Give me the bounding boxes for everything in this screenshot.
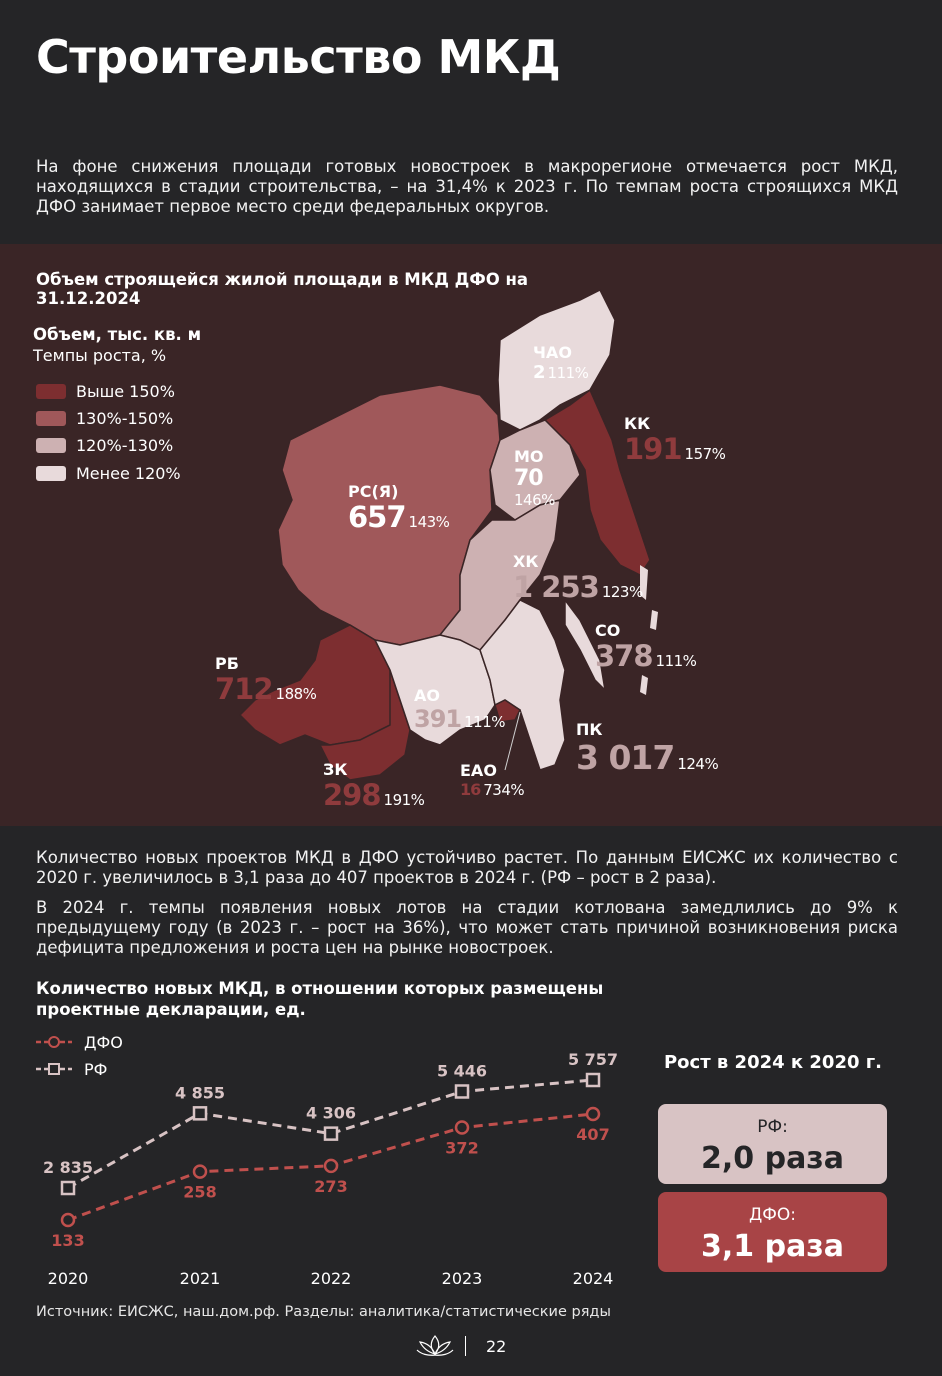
region-code: РС(Я): [348, 482, 399, 501]
x-tick-label: 2021: [179, 1269, 221, 1288]
legend-label: ДФО: [84, 1033, 123, 1052]
region-growth: 157%: [684, 445, 726, 463]
region-value: 1 253: [513, 570, 599, 604]
region-code: ПК: [576, 720, 603, 739]
region-growth: 123%: [601, 583, 643, 601]
rf-growth-label: РФ:: [757, 1117, 788, 1137]
data-label: 4 306: [305, 1103, 357, 1123]
intro-paragraph: На фоне снижения площади готовых новостроек в макрорегионе отмечается рост МКД, находящихся в стадии строительства, – на 31,4% к 2023 г. По темпам роста строящихся МКД ДФО занимает первое место среди федеральных округов.: [36, 157, 898, 216]
map-title: Объем строящейся жилой площади в МКД ДФО на 31.12.2024: [36, 270, 528, 308]
data-point: [194, 1107, 206, 1119]
region-label-rb: [215, 656, 316, 704]
data-label: 372: [445, 1138, 479, 1158]
legend-swatch: [36, 438, 66, 453]
data-point: [62, 1182, 74, 1194]
rf-growth-box: [658, 1104, 887, 1184]
region-growth: 188%: [275, 685, 317, 703]
page-title: Строительство МКД: [36, 30, 561, 84]
region-growth: 111%: [464, 713, 505, 731]
data-point: [587, 1108, 599, 1120]
region-code: РБ: [215, 654, 239, 673]
region-label-pk: [576, 720, 719, 777]
legend-volume-header: Объем, тыс. кв. м: [33, 325, 202, 344]
dfo-growth-label: ДФО:: [748, 1205, 797, 1225]
legend-swatch: [36, 466, 66, 481]
legend-growth-header: Темпы роста, %: [33, 346, 167, 365]
x-tick-label: 2020: [47, 1269, 89, 1288]
legend-swatch: [36, 411, 66, 426]
dfo-growth-value: 3,1 раза: [701, 1229, 844, 1264]
region-growth: 124%: [677, 755, 719, 773]
region-value: 298: [323, 778, 381, 812]
x-tick-label: 2022: [310, 1269, 352, 1288]
data-point: [587, 1074, 599, 1086]
region-value: 191: [624, 432, 682, 466]
data-point: [456, 1122, 468, 1134]
legend-item: [36, 410, 173, 430]
legend-swatch: [36, 384, 66, 399]
region-label-chao: [533, 345, 588, 382]
data-point: [456, 1085, 468, 1097]
region-label-zk: [323, 762, 424, 810]
legend-label: 120%-130%: [76, 436, 174, 455]
region-code: КК: [624, 414, 651, 433]
legend-item: [36, 383, 175, 403]
region-label-so: [595, 623, 696, 671]
region-code: СО: [595, 621, 621, 640]
page-number: 22: [486, 1337, 507, 1356]
region-growth: 146%: [514, 491, 555, 509]
rf-growth-value: 2,0 раза: [701, 1141, 844, 1176]
data-label: 5 757: [567, 1050, 619, 1069]
region-code: ЕАО: [460, 761, 497, 780]
footer-divider: [465, 1336, 466, 1356]
lots-paragraph: В 2024 г. темпы появления новых лотов на стадии котлована замедлились до 9% к предыдущему году (в 2023 г. – рост на 36%), что может стать причиной возникновения риска дефицита предложения и роста цен на рынке новостроек.: [36, 898, 898, 957]
dfo-growth-box: [658, 1192, 887, 1272]
region-value: 3 017: [576, 738, 675, 777]
x-tick-label: 2023: [441, 1269, 483, 1288]
region-code: МО: [514, 447, 544, 466]
data-point: [325, 1160, 337, 1172]
region-value: 70: [514, 466, 543, 491]
data-label: 4 855: [174, 1083, 226, 1103]
data-label: 2 835: [42, 1158, 94, 1177]
region-code: ХК: [513, 552, 539, 571]
region-value: 712: [215, 672, 273, 706]
data-label: 258: [183, 1182, 217, 1202]
legend-item: [36, 437, 173, 457]
region-label-hk: [513, 554, 643, 602]
x-tick-label: 2024: [572, 1269, 614, 1288]
region-value: 391: [414, 705, 462, 733]
region-growth: 143%: [408, 513, 450, 531]
data-point: [194, 1166, 206, 1178]
region-label-rsya: [348, 484, 449, 532]
lotus-logo-icon: [416, 1334, 454, 1358]
data-point: [62, 1214, 74, 1226]
region-label-eao: [460, 763, 524, 798]
region-value: 657: [348, 500, 406, 534]
region-value: 2: [533, 362, 545, 383]
region-code: ЗК: [323, 760, 348, 779]
region-value: 378: [595, 639, 653, 673]
data-label: 273: [314, 1176, 348, 1196]
line-chart: [0, 1025, 650, 1295]
growth-title: Рост в 2024 к 2020 г.: [663, 1052, 883, 1073]
data-label: 133: [51, 1231, 85, 1250]
legend-label: Выше 150%: [76, 382, 175, 401]
region-growth: 191%: [383, 791, 425, 809]
region-growth: 111%: [655, 652, 697, 670]
legend-marker: [49, 1064, 59, 1074]
region-code: ЧАО: [533, 343, 572, 362]
source-note: Источник: ЕИСЖС, наш.дом.рф. Разделы: аналитика/статистические ряды: [36, 1304, 611, 1320]
region-value: 16: [460, 780, 481, 799]
chart-title: Количество новых МКД, в отношении которых размещены проектные декларации, ед.: [36, 979, 604, 1019]
legend-label: Менее 120%: [76, 464, 181, 483]
data-label: 407: [576, 1125, 610, 1144]
region-label-ao: [414, 688, 505, 731]
region-label-kk: [624, 416, 725, 464]
region-label-mo: [514, 449, 555, 508]
legend-item: [36, 465, 181, 485]
data-point: [325, 1128, 337, 1140]
region-code: АО: [414, 686, 440, 705]
projects-paragraph: Количество новых проектов МКД в ДФО устойчиво растет. По данным ЕИСЖС их количество с 2020 г. увеличилось в 3,1 раза до 407 проектов в 2024 г. (РФ – рост в 2 раза).: [36, 848, 898, 887]
legend-label: 130%-150%: [76, 409, 174, 428]
legend-label: РФ: [84, 1060, 108, 1079]
legend-marker: [49, 1037, 59, 1047]
region-growth: 111%: [547, 364, 589, 382]
data-label: 5 446: [436, 1061, 488, 1081]
region-growth: 734%: [483, 781, 525, 799]
